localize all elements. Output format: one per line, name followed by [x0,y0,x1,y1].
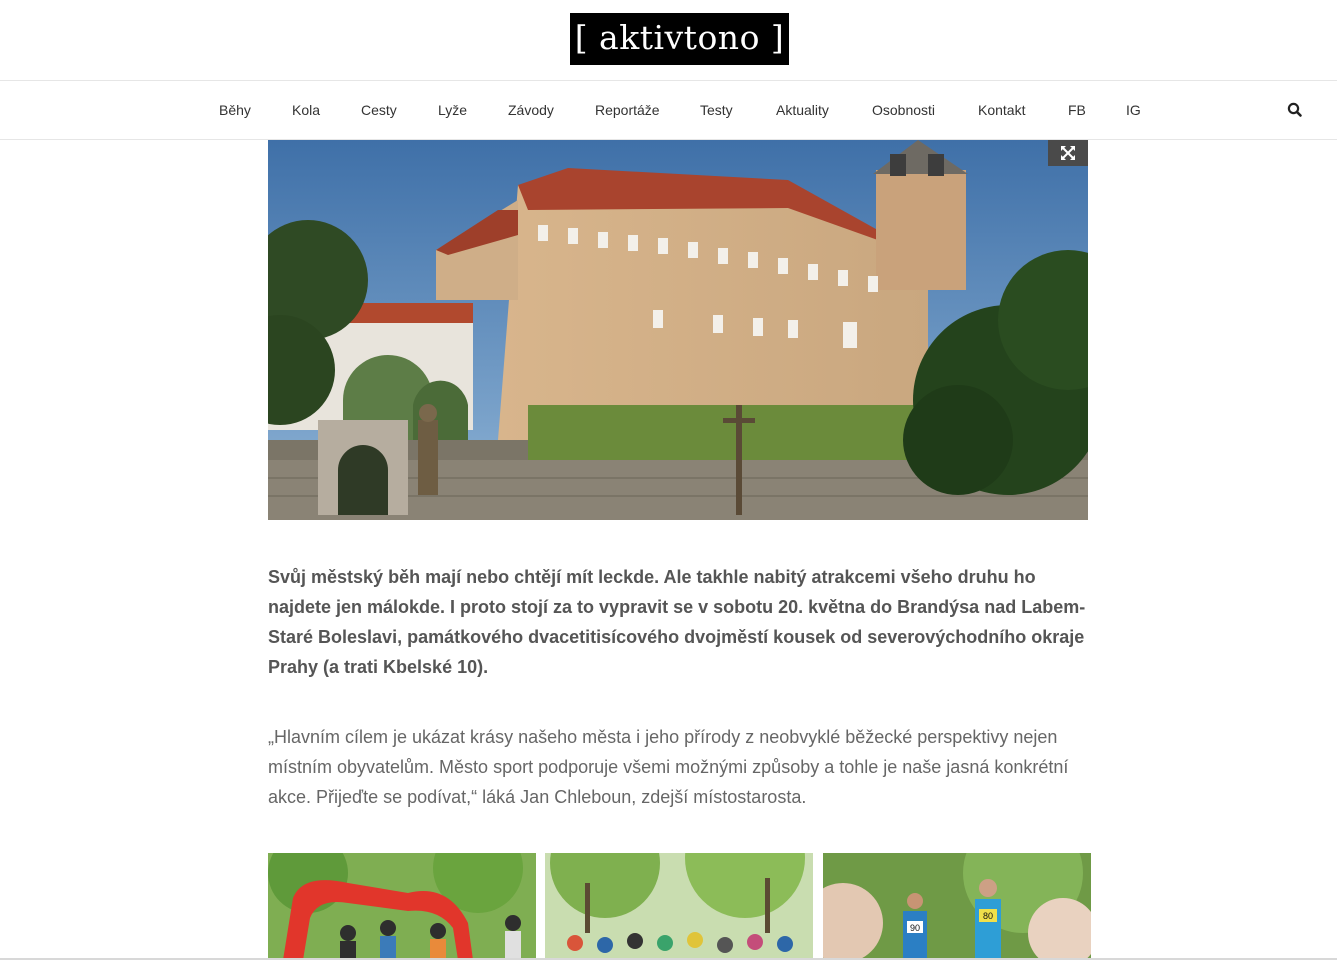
nav-item-ig[interactable]: IG [1126,102,1141,118]
nav-item-kontakt[interactable]: Kontakt [978,102,1026,118]
bib-left: 90 [909,923,921,933]
nav-item-cesty[interactable]: Cesty [361,102,397,118]
expand-icon[interactable] [1048,140,1088,166]
nav-item-osobnosti[interactable]: Osobnosti [872,102,936,118]
gallery-thumb-2[interactable] [545,853,813,960]
nav-item-lyze[interactable]: Lyže [438,102,468,118]
article-lead: Svůj městský běh mají nebo chtějí mít leckde. Ale takhle nabitý atrakcemi všeho druhu ho najdete jen málokde. I proto stojí za to vypravit se v sobotu 20. května do Brandýsa nad Labem-Staré Boleslavi, památkového dvacetitisícového dvojměstí kousek od severovýchodního okraje Prahy (a trati Kbelské 10). [268,567,1086,677]
nav-item-aktuality[interactable]: Aktuality [776,102,829,118]
nav-item-behy[interactable]: Běhy [219,102,251,118]
site-header [0,0,1337,80]
search-icon[interactable] [1286,101,1304,119]
article-quote: „Hlavním cílem je ukázat krásy našeho města i jeho přírody z neobvyklé běžecké perspektivy nejen místním obyvatelům. Město sport podporuje všemi možnými způsoby a tohle je naše jasná konkrétní akce. Přijeďte se podívat,“ láká Jan Chleboun, zdejší místostarosta. [268,727,1069,807]
nav-item-testy[interactable]: Testy [700,102,733,118]
hero-image[interactable] [268,140,1088,520]
nav-item-reportaze[interactable]: Reportáže [595,102,660,118]
main-nav [0,80,1337,140]
site-logo[interactable]: [ aktivtono ] [570,13,789,65]
bib-right: 80 [982,911,994,921]
gallery-thumb-3[interactable] [823,853,1091,960]
nav-item-zavody[interactable]: Závody [508,102,554,118]
nav-item-kola[interactable]: Kola [292,102,321,118]
gallery-thumb-1[interactable] [268,853,536,960]
nav-item-fb[interactable]: FB [1068,102,1086,118]
